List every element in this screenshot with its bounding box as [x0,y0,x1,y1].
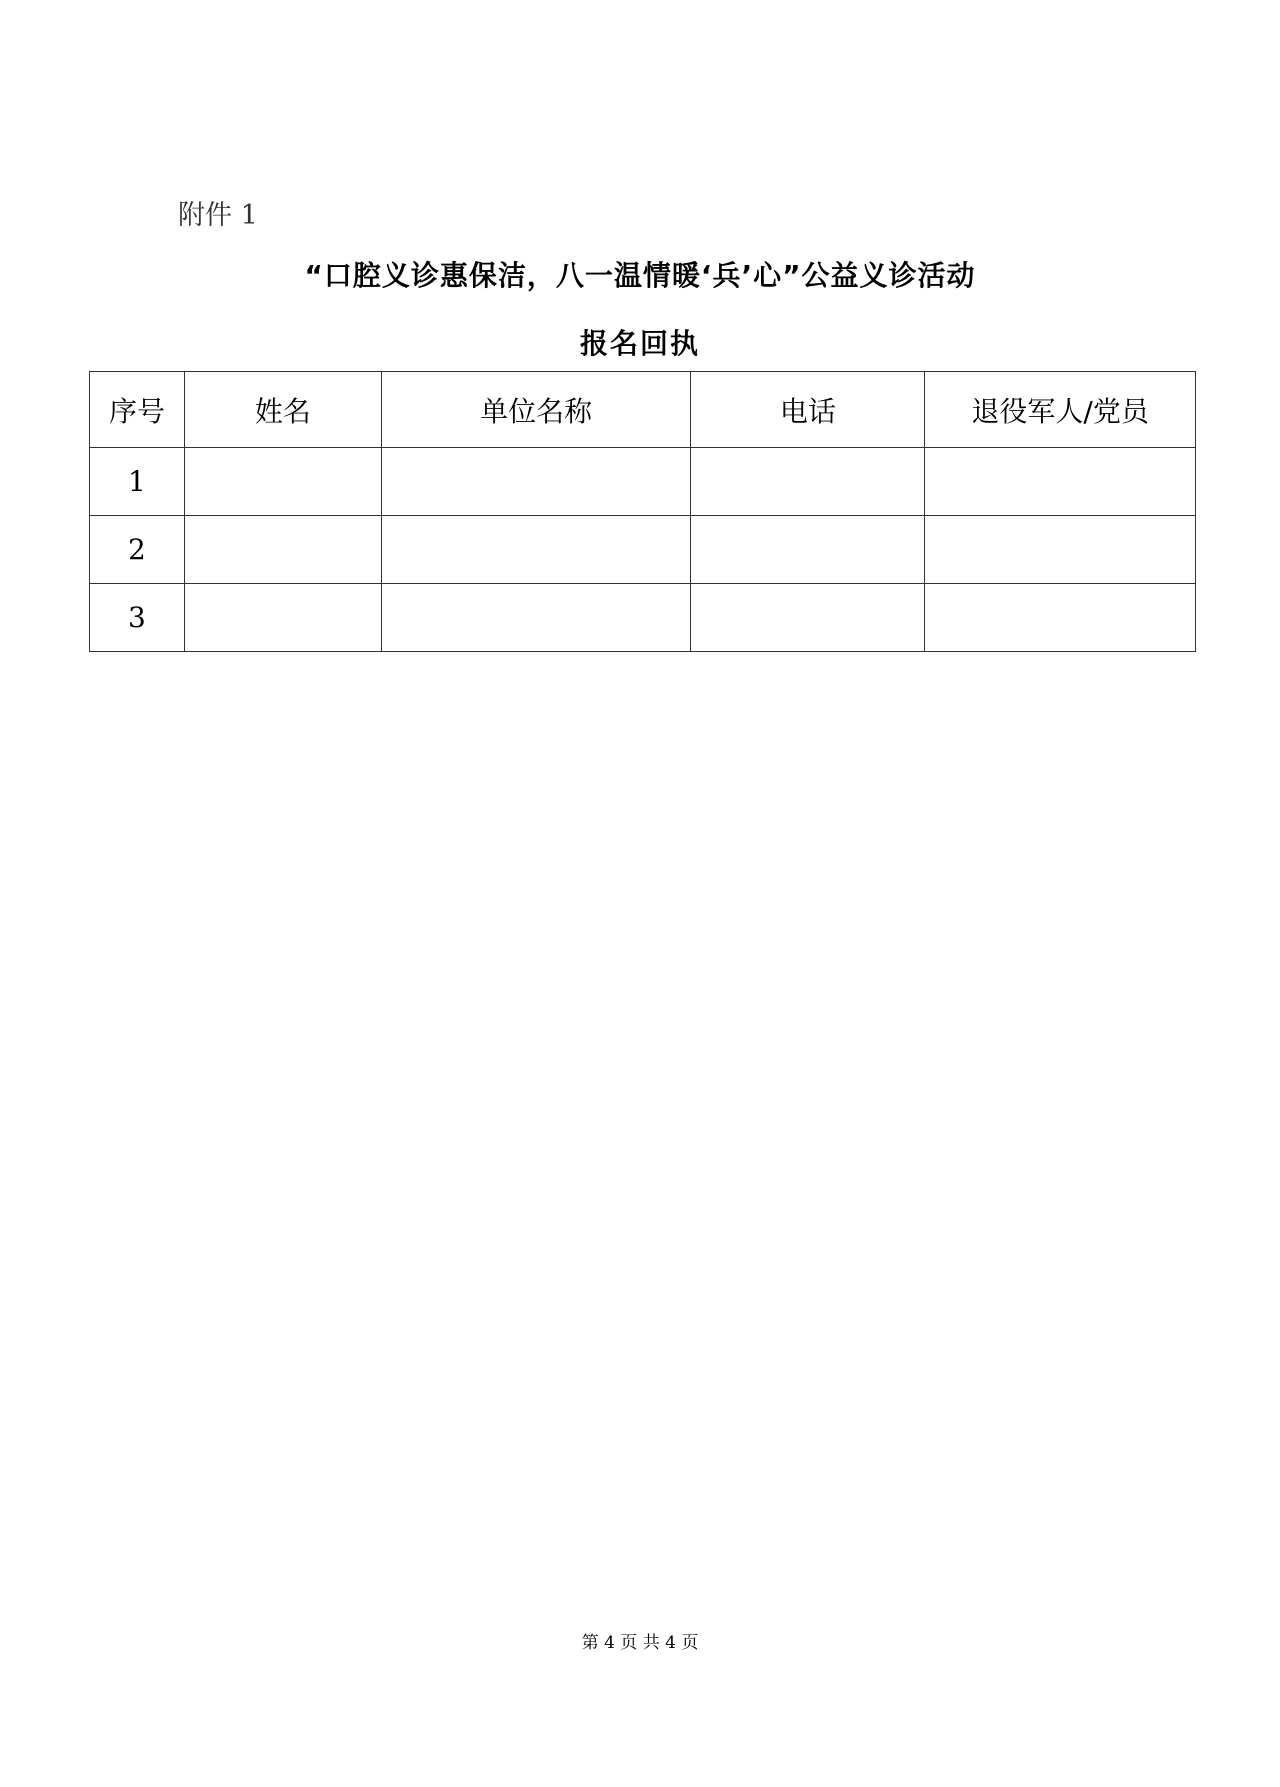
table-row [90,584,1196,652]
cell-veteran-party[interactable] [925,516,1196,584]
header-phone: 电话 [691,372,925,448]
header-name: 姓名 [184,372,381,448]
table-header-row [90,372,1196,448]
header-veteran-party: 退役军人/党员 [925,372,1196,448]
table-row [90,448,1196,516]
header-organization: 单位名称 [381,372,691,448]
cell-name[interactable] [184,448,381,516]
cell-name[interactable] [184,516,381,584]
cell-organization[interactable] [381,516,691,584]
cell-index: 1 [90,448,185,516]
cell-index: 2 [90,516,185,584]
table-row [90,516,1196,584]
cell-organization[interactable] [381,584,691,652]
cell-veteran-party[interactable] [925,448,1196,516]
header-index: 序号 [90,372,185,448]
cell-phone[interactable] [691,448,925,516]
cell-veteran-party[interactable] [925,584,1196,652]
cell-index: 3 [90,584,185,652]
attachment-label: 附件 1 [178,200,258,231]
page-footer: 第 4 页 共 4 页 [581,1633,699,1653]
cell-organization[interactable] [381,448,691,516]
cell-phone[interactable] [691,516,925,584]
document-title: “口腔义诊惠保洁，八一温情暖‘兵’心”公益义诊活动 [304,259,976,292]
cell-name[interactable] [184,584,381,652]
registration-table [89,371,1196,652]
document-subtitle: 报名回执 [579,327,700,360]
cell-phone[interactable] [691,584,925,652]
